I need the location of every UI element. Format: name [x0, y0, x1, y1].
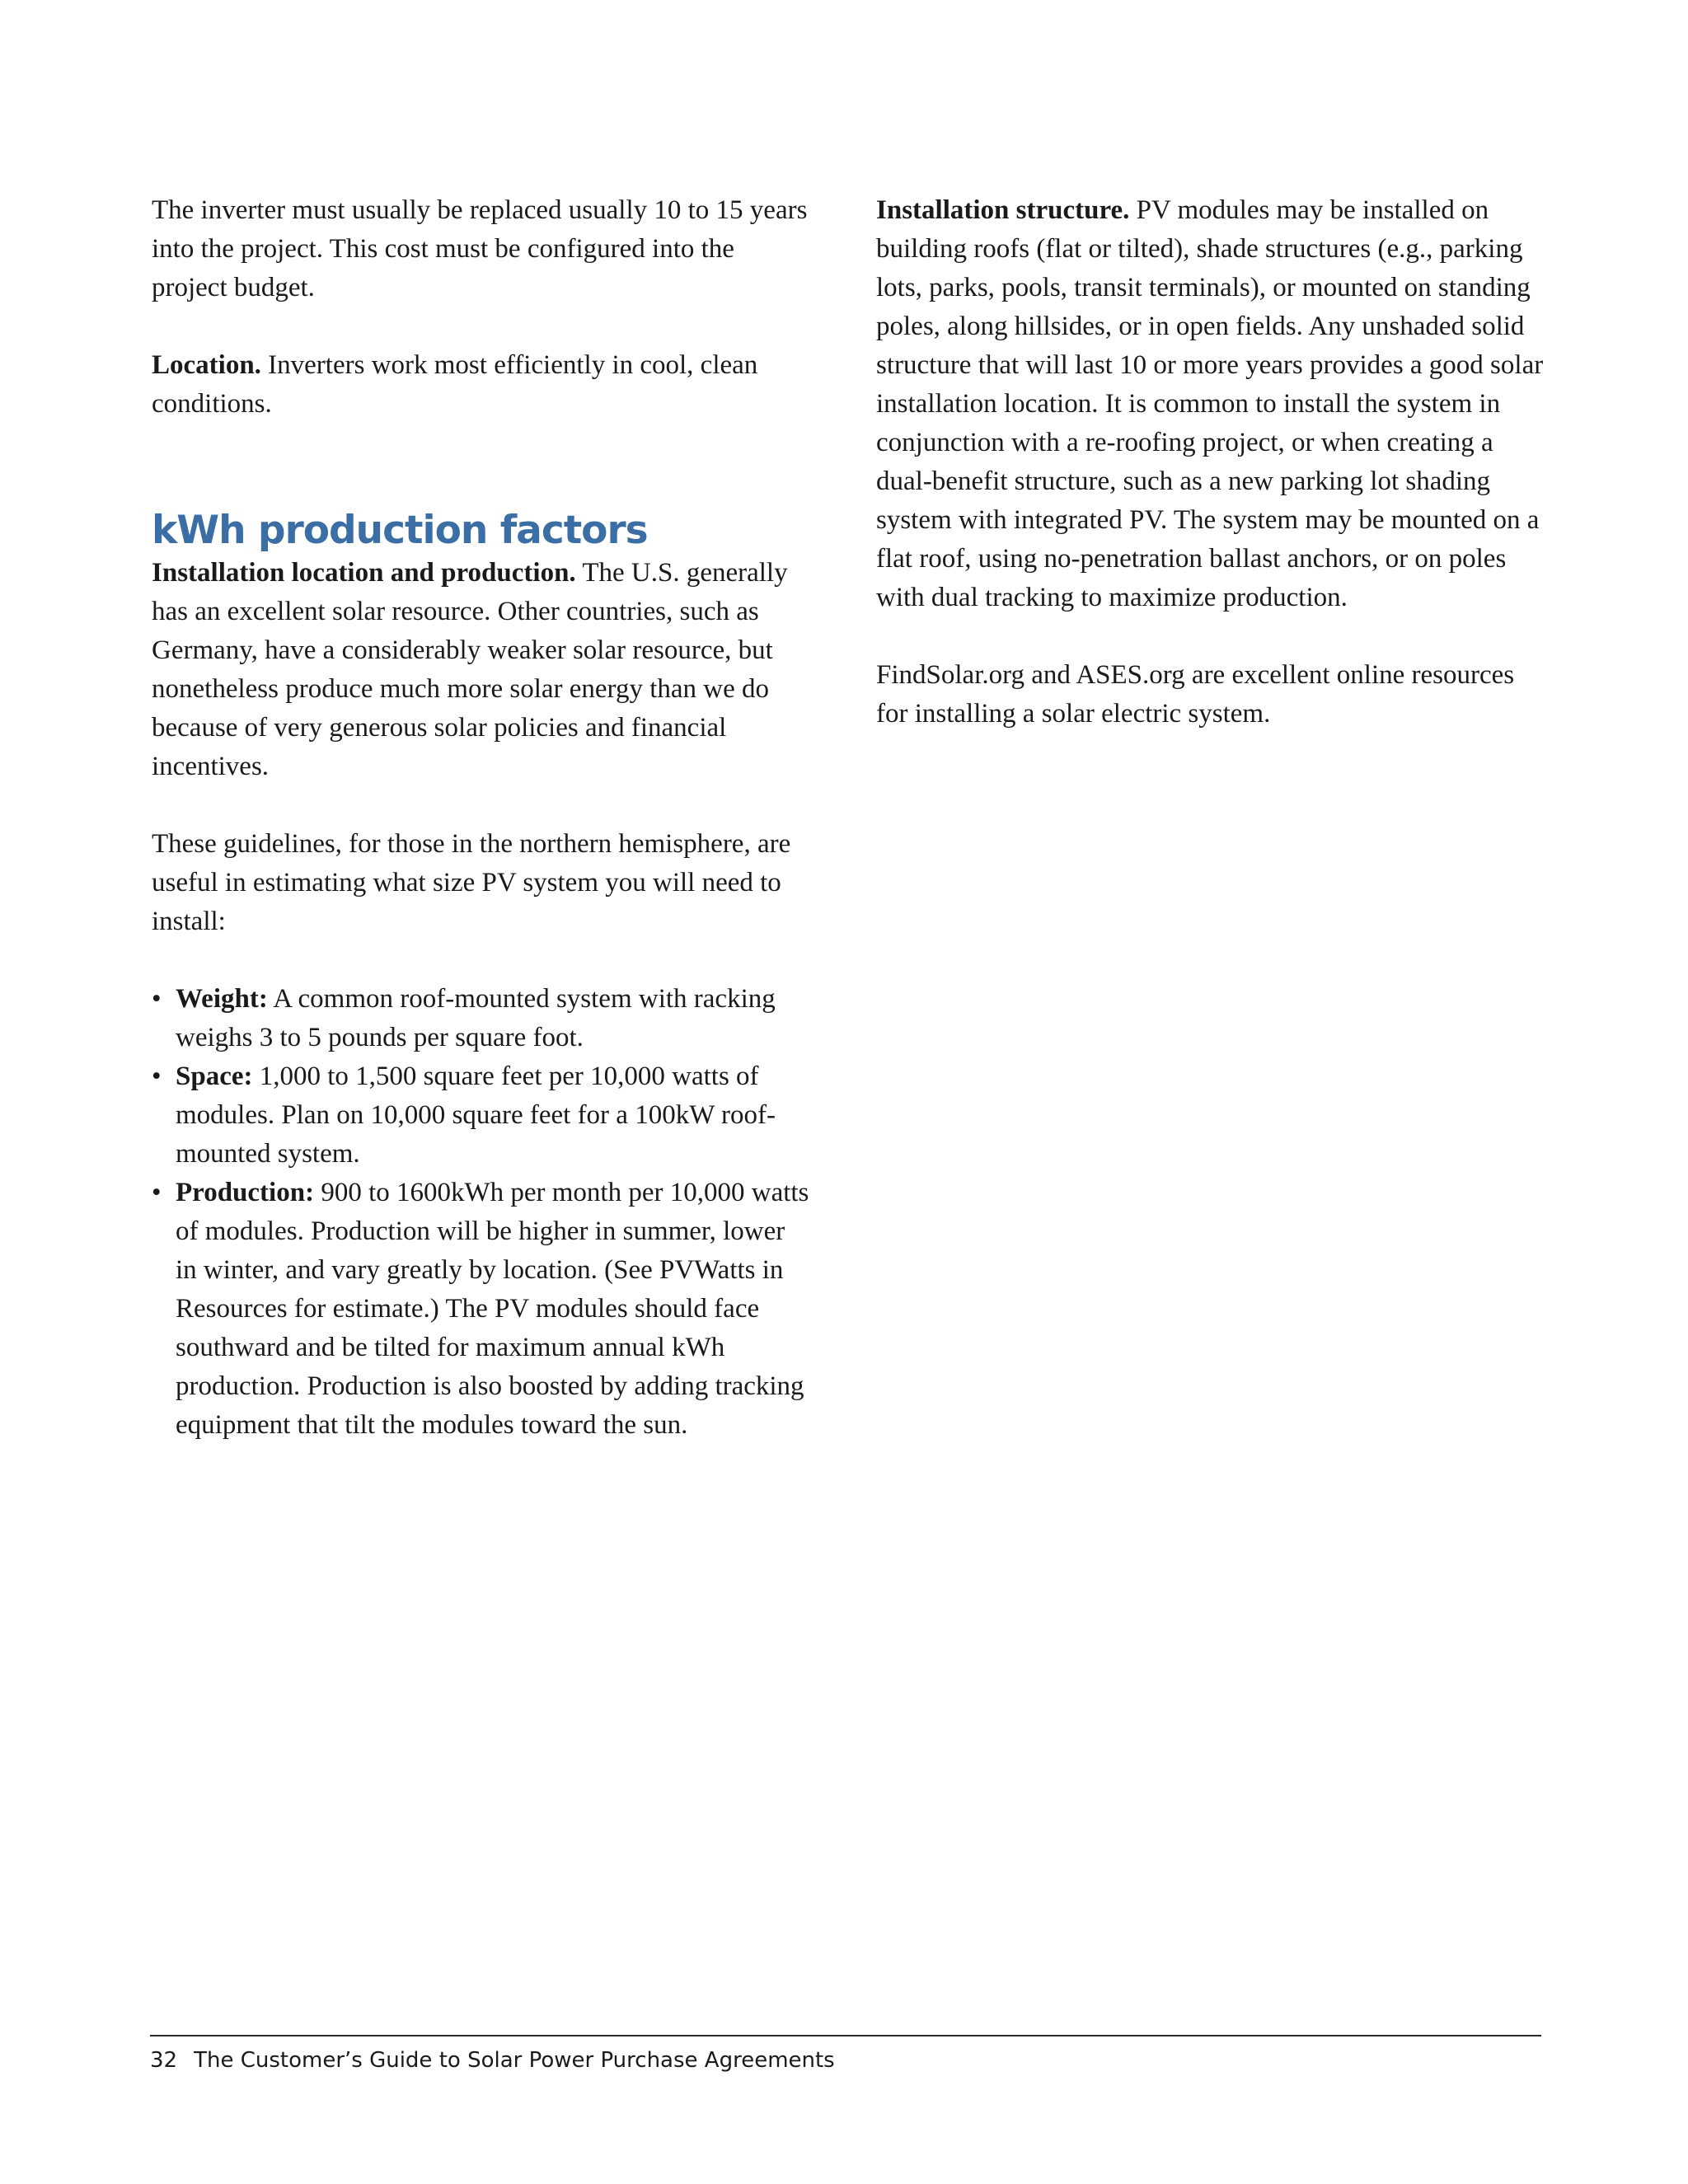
online-resources-paragraph: FindSolar.org and ASES.org are excellent online resources for installing a solar electric system.	[876, 660, 1515, 729]
location-lead: Location.	[152, 350, 261, 380]
bullet-marker: •	[152, 984, 162, 1014]
inverter-replacement-paragraph: The inverter must usually be replaced usually 10 to 15 years into the project. This cost must be configured into the project budget.	[152, 195, 808, 302]
left-column	[152, 191, 811, 1445]
location-paragraph	[152, 346, 811, 424]
footer-divider	[150, 2035, 1541, 2036]
bullet-lead-weight: Weight:	[176, 984, 268, 1014]
installation-location-paragraph	[152, 554, 811, 786]
location-text: Inverters work most efficiently in cool, clean conditions.	[152, 350, 758, 419]
list-item-weight	[152, 980, 811, 1057]
guidelines-intro-paragraph: These guidelines, for those in the northern hemisphere, are useful in estimating what size PV system you will need to install:	[152, 829, 791, 936]
footer-title: The Customer’s Guide to Solar Power Purchase Agreements	[194, 2048, 835, 2073]
installation-location-lead: Installation location and production.	[152, 558, 576, 588]
page-number: 32	[150, 2048, 178, 2073]
installation-structure-paragraph	[876, 191, 1544, 617]
list-item-production	[152, 1174, 811, 1445]
bullet-text-production: 900 to 1600kWh per month per 10,000 watts of modules. Production will be higher in summer, lower in winter, and vary greatly by location. (See PVWatts in Resources for estimate.) The PV modules should face southward and be tilted for maximum annual kWh production. Production is also boosted by adding tracking equipment that tilt the modules toward the sun.	[176, 1178, 809, 1440]
bullet-lead-space: Space:	[176, 1062, 253, 1091]
bullet-marker: •	[152, 1178, 162, 1207]
page-footer	[150, 2046, 835, 2075]
installation-location-text: The U.S. generally has an excellent solar resource. Other countries, such as Germany, have a considerably weaker solar resource, but nonetheless produce much more solar energy than we do because of very generous solar policies and financial incentives.	[152, 558, 788, 781]
right-column	[876, 191, 1544, 733]
section-heading: kWh production factors	[152, 508, 648, 553]
list-item-space	[152, 1057, 811, 1174]
installation-structure-lead: Installation structure.	[876, 195, 1130, 225]
installation-structure-text: PV modules may be installed on building roofs (flat or tilted), shade structures (e.g., parking lots, parks, pools, transit terminals), or mounted on standing poles, along hillsides, or in open fields. Any unshaded solid structure that will last 10 or more years provides a good solar installation location. It is common to install the system in conjunction with a re-roofing project, or when creating a dual-benefit structure, such as a new parking lot shading system with integrated PV. The system may be mounted on a flat roof, using no-penetration ballast anchors, or on poles with dual tracking to maximize production.	[876, 195, 1544, 612]
bullet-text-space: 1,000 to 1,500 square feet per 10,000 watts of modules. Plan on 10,000 square feet for a 100kW roof-mounted system.	[176, 1062, 776, 1169]
bullet-lead-production: Production:	[176, 1178, 315, 1207]
bullet-text-weight: A common roof-mounted system with racking weighs 3 to 5 pounds per square foot.	[176, 984, 776, 1052]
bullet-marker: •	[152, 1062, 162, 1091]
guidelines-list	[152, 980, 811, 1445]
